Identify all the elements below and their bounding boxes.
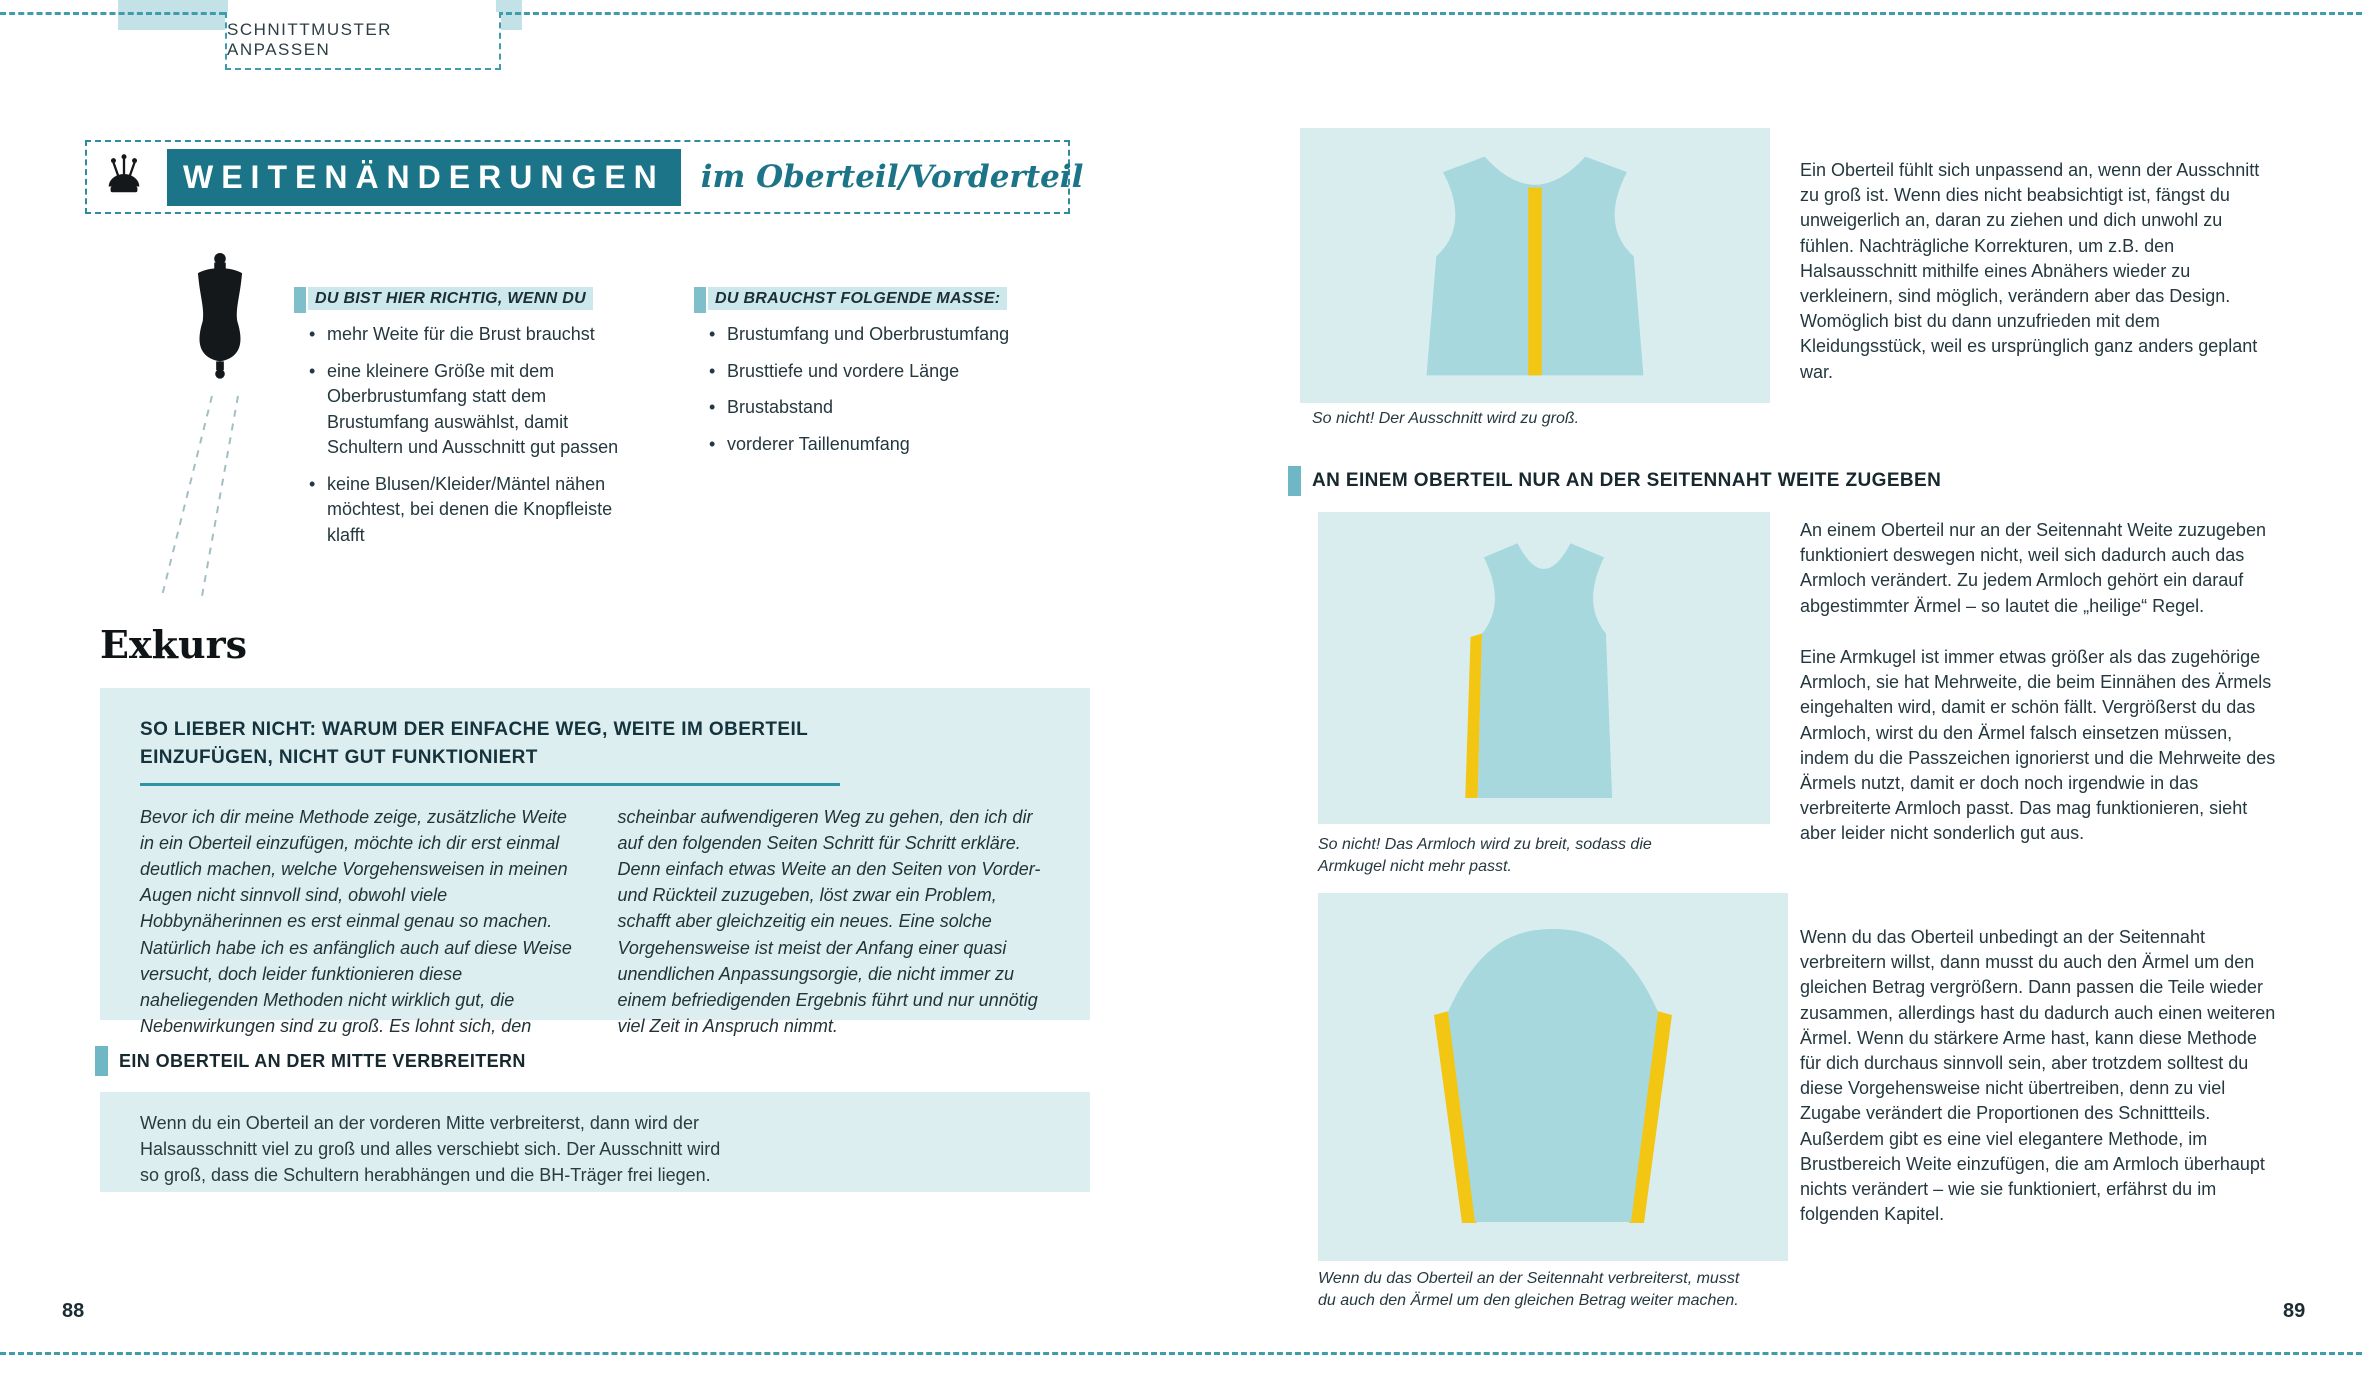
caption-ausschnitt: So nicht! Der Ausschnitt wird zu groß. [1312,410,1580,427]
intro-right-column [700,290,1040,559]
mitte-paragraph: Wenn du ein Oberteil an der vorderen Mitte verbreiterst, dann wird der Halsausschnitt viel zu groß und alles verschiebt sich. Der Ausschnitt wird so groß, dass die Schultern herabhängen und die BH-Träger frei liegen. [140,1113,721,1186]
title-main: WEITENÄNDERUNGEN [167,149,681,206]
list-item: • vorderer Taillenumfang [700,432,1040,458]
heading-accent [1288,466,1301,496]
intro-left-list [300,322,640,548]
paragraph-seitennaht-2: Eine Armkugel ist immer etwas größer als das zugehörige Armloch, sie hat Mehrweite, die beim Einnähen des Ärmels eingehalten wird, damit er schön fällt. Vergrößerst du das Armloch, wirst du den Ärmel falsch einsetzen müssen, indem du die Passzeichen ignorierst und die Mehrweite des Ärmels nutzt, damit er doch noch irgendwie in das verbreiterte Armloch passt. Das mag funktionieren, sieht aber leider nicht sonderlich gut aus. [1800,647,2276,844]
list-item: • Brusttiefe und vordere Länge [700,359,1040,385]
caption-aermel: Wenn du das Oberteil an der Seitennaht verbreiterst, musst du auch den Ärmel um den gleichen Betrag weiter machen. [1318,1270,1740,1310]
paragraph-ausschnitt: Ein Oberteil fühlt sich unpassend an, wenn der Ausschnitt zu groß ist. Wenn dies nicht beabsichtigt ist, fängst du unweigerlich an, daran zu ziehen und dich unwohl zu fühlen. Nachträgliche Korrekturen, um z.B. den Halsausschnitt mithilfe eines Abnähers wieder zu verkleinern, sind möglich, verändern aber das Design. Womöglich bist du dann unzufrieden mit dem Kleidungsstück, weil es ursprünglich ganz anders geplant war. [1800,160,2260,382]
top-rule-left [0,12,225,15]
chapter-tab [225,12,501,70]
page-number-right: 89 [2283,1300,2306,1322]
pattern-panel-2 [1318,512,1770,824]
exkurs-columns [140,804,1050,1039]
dress-form-icon [172,252,268,399]
intro-columns [300,290,1040,559]
list-item: • eine kleinere Größe mit dem Oberbrustumfang statt dem Brustumfang auswählst, damit Schultern und Ausschnitt gut passen [300,359,640,461]
sleeve-illustration [1403,912,1703,1242]
top-rule-right [497,12,2362,15]
bodice-center-strip-illustration [1380,145,1690,387]
page-number-left: 88 [62,1300,85,1322]
mitte-box [100,1092,1090,1192]
pattern-panel-3 [1318,893,1788,1261]
guide-dashes [150,396,265,606]
title-sub: im Oberteil/Vorderteil [700,159,1084,195]
pattern-panel-1 [1300,128,1770,403]
paragraph-seitennaht-1: An einem Oberteil nur an der Seitennaht Weite zuzugeben funktioniert deswegen nicht, weil sich dadurch auch das Armloch verändert. Zu jedem Armloch gehört ein darauf abgestimmter Ärmel – so lautet die „heilige“ Regel. [1800,520,2266,616]
intro-left-heading: DU BIST HIER RICHTIG, WENN DU [300,290,640,308]
list-item: • mehr Weite für die Brust brauchst [300,322,640,348]
intro-left-column [300,290,640,559]
washi-tape-left [118,0,228,30]
exkurs-box [100,688,1090,1036]
list-item: • Brustabstand [700,395,1040,421]
list-item: • keine Blusen/Kleider/Mäntel nähen möchtest, bei denen die Knopfleiste klafft [300,472,640,549]
exkurs-label: Exkurs [100,622,247,667]
heading-accent [95,1046,108,1076]
paragraph-aermel: Wenn du das Oberteil unbedingt an der Seitennaht verbreitern willst, dann musst du auch den Ärmel um den gleichen Betrag vergrößern. Dann passen die Teile wieder zusammen, allerdings hast du dadurch auch einen weiteren Ärmel. Wenn du stärkere Arme hast, kann diese Methode für dich durchaus sinnvoll sein, aber trotzdem solltest du diese Vorgehensweise nicht übertreiben, denn zu viel Zugabe verändert die Proportionen des Schnittteils. Außerdem gibt es eine viel elegantere Methode, im Brustbereich Weite einzufügen, die am Armloch überhaupt nichts verändert – wie sie funktioniert, erfährst du im folgenden Kapitel. [1800,927,2276,1225]
title-banner [85,140,1084,214]
exkurs-column-1: Bevor ich dir meine Methode zeige, zusätzliche Weite in ein Oberteil einzufügen, möchte ich dir erst einmal deutlich machen, welche Vorgehensweisen in meinen Augen nicht sinnvoll sind, obwohl viele Hobbynäherinnen es erst einmal genau so machen. Natürlich habe ich es anfänglich auch auf diese Weise versucht, doch leider funktionieren diese naheliegenden Methoden nicht wirklich gut, die Nebenwirkungen sind zu groß. Es lohnt sich, den [140,807,572,1036]
exkurs-column-2: scheinbar aufwendigeren Weg zu gehen, den ich dir auf den folgenden Seiten Schritt für Schritt erkläre. Denn einfach etwas Weite an den Seiten von Vorder- und Rückteil zuzugeben, löst zwar ein Problem, schafft aber gleichzeitig ein neues. Eine solche Vorgehensweise ist meist der Anfang einer quasi unendlichen Anpassungsorgie, die nicht immer zu einem befriedigenden Ergebnis führt und nur unnötig viel Zeit in Anspruch nimmt. [617,807,1041,1036]
bodice-side-strip-illustration [1429,523,1659,813]
intro-right-heading: DU BRAUCHST FOLGENDE MASSE: [700,290,1040,308]
list-item: • Brustumfang und Oberbrustumfang [700,322,1040,348]
section-heading-mitte: EIN OBERTEIL AN DER MITTE VERBREITERN [95,1046,526,1076]
pincushion-icon [101,152,147,203]
chapter-tab-label: SCHNITTMUSTER ANPASSEN [227,20,392,59]
exkurs-box-heading: SO LIEBER NICHT: WARUM DER EINFACHE WEG, WEITE IM OBERTEIL EINZUFÜGEN, NICHT GUT FUNKTIONIERT [140,716,840,786]
caption-armloch: So nicht! Das Armloch wird zu breit, sodass die Armkugel nicht mehr passt. [1318,836,1652,876]
section-heading-seitennaht: AN EINEM OBERTEIL NUR AN DER SEITENNAHT WEITE ZUGEBEN [1288,466,1941,496]
bottom-rule [0,1352,2362,1355]
intro-right-list [700,322,1040,457]
